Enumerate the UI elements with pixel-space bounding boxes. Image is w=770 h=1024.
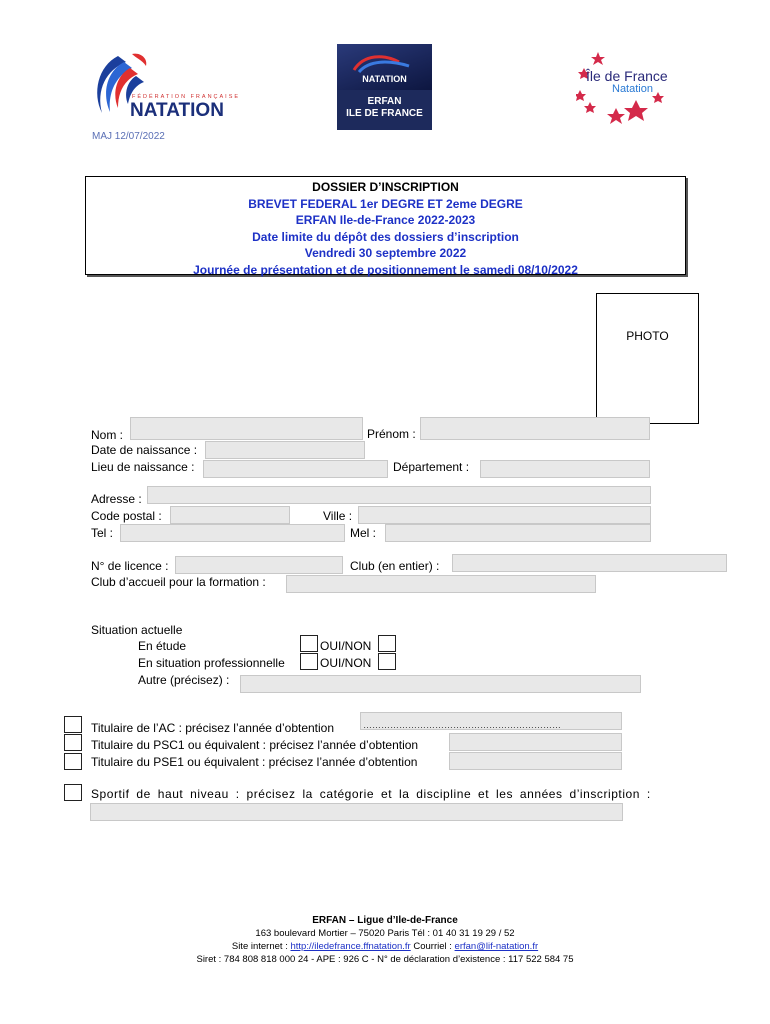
club-accueil-field[interactable] xyxy=(286,575,596,593)
licence-label: N° de licence : xyxy=(91,559,169,573)
departement-label: Département : xyxy=(393,460,470,474)
club-accueil-label: Club d’accueil pour la formation : xyxy=(91,575,266,589)
photo-label: PHOTO xyxy=(626,329,669,343)
departement-field[interactable] xyxy=(480,460,650,478)
adresse-label: Adresse : xyxy=(91,492,142,506)
prenom-field[interactable] xyxy=(420,417,650,440)
situation-pro-checkbox[interactable] xyxy=(300,653,318,670)
footer-address: 163 boulevard Mortier – 75020 Paris Tél : 01 40 31 19 29 / 52 xyxy=(255,928,515,939)
footer-site-link[interactable]: http://iledefrance.ffnatation.fr xyxy=(290,941,411,952)
code-postal-label: Code postal : xyxy=(91,509,162,523)
footer-mail-link[interactable]: erfan@lif-natation.fr xyxy=(454,941,539,952)
licence-field[interactable] xyxy=(175,556,343,574)
header-line5: Journée de présentation et de positionnement le samedi 08/10/2022 xyxy=(193,262,578,277)
en-etude-checkbox[interactable] xyxy=(300,635,318,652)
footer-org: ERFAN – Ligue d’Ile-de-France xyxy=(312,915,458,926)
photo-box xyxy=(596,293,699,424)
ac-field[interactable] xyxy=(360,712,622,730)
en-etude-label: En étude xyxy=(138,639,187,653)
situation-label: Situation actuelle xyxy=(91,623,183,637)
ffn-logo xyxy=(88,48,243,133)
ac-checkbox[interactable] xyxy=(64,716,82,733)
idf-subtitle: Natation xyxy=(612,83,653,95)
ac-dots: ………………………………………………………… xyxy=(363,720,561,730)
tel-field[interactable] xyxy=(120,524,345,542)
prenom-label: Prénom : xyxy=(367,427,416,441)
mel-field[interactable] xyxy=(385,524,651,542)
erfan-natation: NATATION xyxy=(362,74,407,84)
adresse-field[interactable] xyxy=(147,486,651,504)
pse1-field[interactable] xyxy=(449,752,622,770)
nom-label: Nom : xyxy=(91,428,124,442)
en-etude-oui-non: OUI/NON xyxy=(320,639,372,653)
idf-logo xyxy=(576,50,678,130)
psc1-checkbox[interactable] xyxy=(64,734,82,751)
erfan-line2: ILE DE FRANCE xyxy=(346,108,423,119)
mel-label: Mel : xyxy=(350,526,377,540)
club-label: Club (en entier) : xyxy=(350,559,440,573)
sportif-field[interactable] xyxy=(90,803,623,821)
footer-contact xyxy=(0,941,770,952)
ffn-subtitle: FÉDÉRATION FRANÇAISE xyxy=(132,94,241,100)
situation-pro-checkbox-2[interactable] xyxy=(378,653,396,670)
date-naissance-label: Date de naissance : xyxy=(91,443,198,457)
lieu-naissance-label: Lieu de naissance : xyxy=(91,460,195,474)
pse1-label: Titulaire du PSE1 ou équivalent : précisez l’année d’obtention xyxy=(91,755,418,769)
date-naissance-field[interactable] xyxy=(205,441,365,459)
tel-label: Tel : xyxy=(91,526,114,540)
en-situation-pro-label: En situation professionnelle xyxy=(138,656,285,670)
header-box xyxy=(85,176,686,275)
ac-label: Titulaire de l’AC : précisez l’année d’obtention xyxy=(91,721,335,735)
ffn-title: NATATION xyxy=(130,100,224,121)
lieu-naissance-field[interactable] xyxy=(203,460,388,478)
en-etude-checkbox-2[interactable] xyxy=(378,635,396,652)
footer-mail-label: Courriel : xyxy=(410,941,455,952)
ville-label: Ville : xyxy=(323,509,353,523)
pse1-checkbox[interactable] xyxy=(64,753,82,770)
erfan-wave-icon xyxy=(349,52,419,74)
sportif-checkbox[interactable] xyxy=(64,784,82,801)
nom-field[interactable] xyxy=(130,417,363,440)
header-line1: BREVET FEDERAL 1er DEGRE ET 2eme DEGRE xyxy=(248,196,523,211)
header-line2: ERFAN Ile-de-France 2022-2023 xyxy=(295,213,476,227)
psc1-label: Titulaire du PSC1 ou équivalent : précisez l’année d’obtention xyxy=(91,738,419,752)
ville-field[interactable] xyxy=(358,506,651,524)
erfan-logo xyxy=(337,44,432,130)
psc1-field[interactable] xyxy=(449,733,622,751)
code-postal-field[interactable] xyxy=(170,506,290,524)
update-date: MAJ 12/07/2022 xyxy=(92,131,165,142)
header-line4: Vendredi 30 septembre 2022 xyxy=(304,246,467,260)
situation-pro-oui-non: OUI/NON xyxy=(320,656,372,670)
dossier-title: DOSSIER D’INSCRIPTION xyxy=(312,180,459,194)
club-field[interactable] xyxy=(452,554,727,572)
autre-field[interactable] xyxy=(240,675,641,693)
sportif-label: Sportif de haut niveau : précisez la catégorie et la discipline et les années d’inscription : xyxy=(91,787,651,801)
autre-label: Autre (précisez) : xyxy=(138,673,230,687)
footer-site-label: Site internet : xyxy=(231,941,291,952)
erfan-line1: ERFAN xyxy=(367,96,402,107)
footer-siret: Siret : 784 808 818 000 24 - APE : 926 C - N° de déclaration d’existence : 117 522 584 75 xyxy=(196,954,574,965)
idf-title: Île de France xyxy=(586,68,668,84)
header-line3: Date limite du dépôt des dossiers d’inscription xyxy=(252,229,519,244)
